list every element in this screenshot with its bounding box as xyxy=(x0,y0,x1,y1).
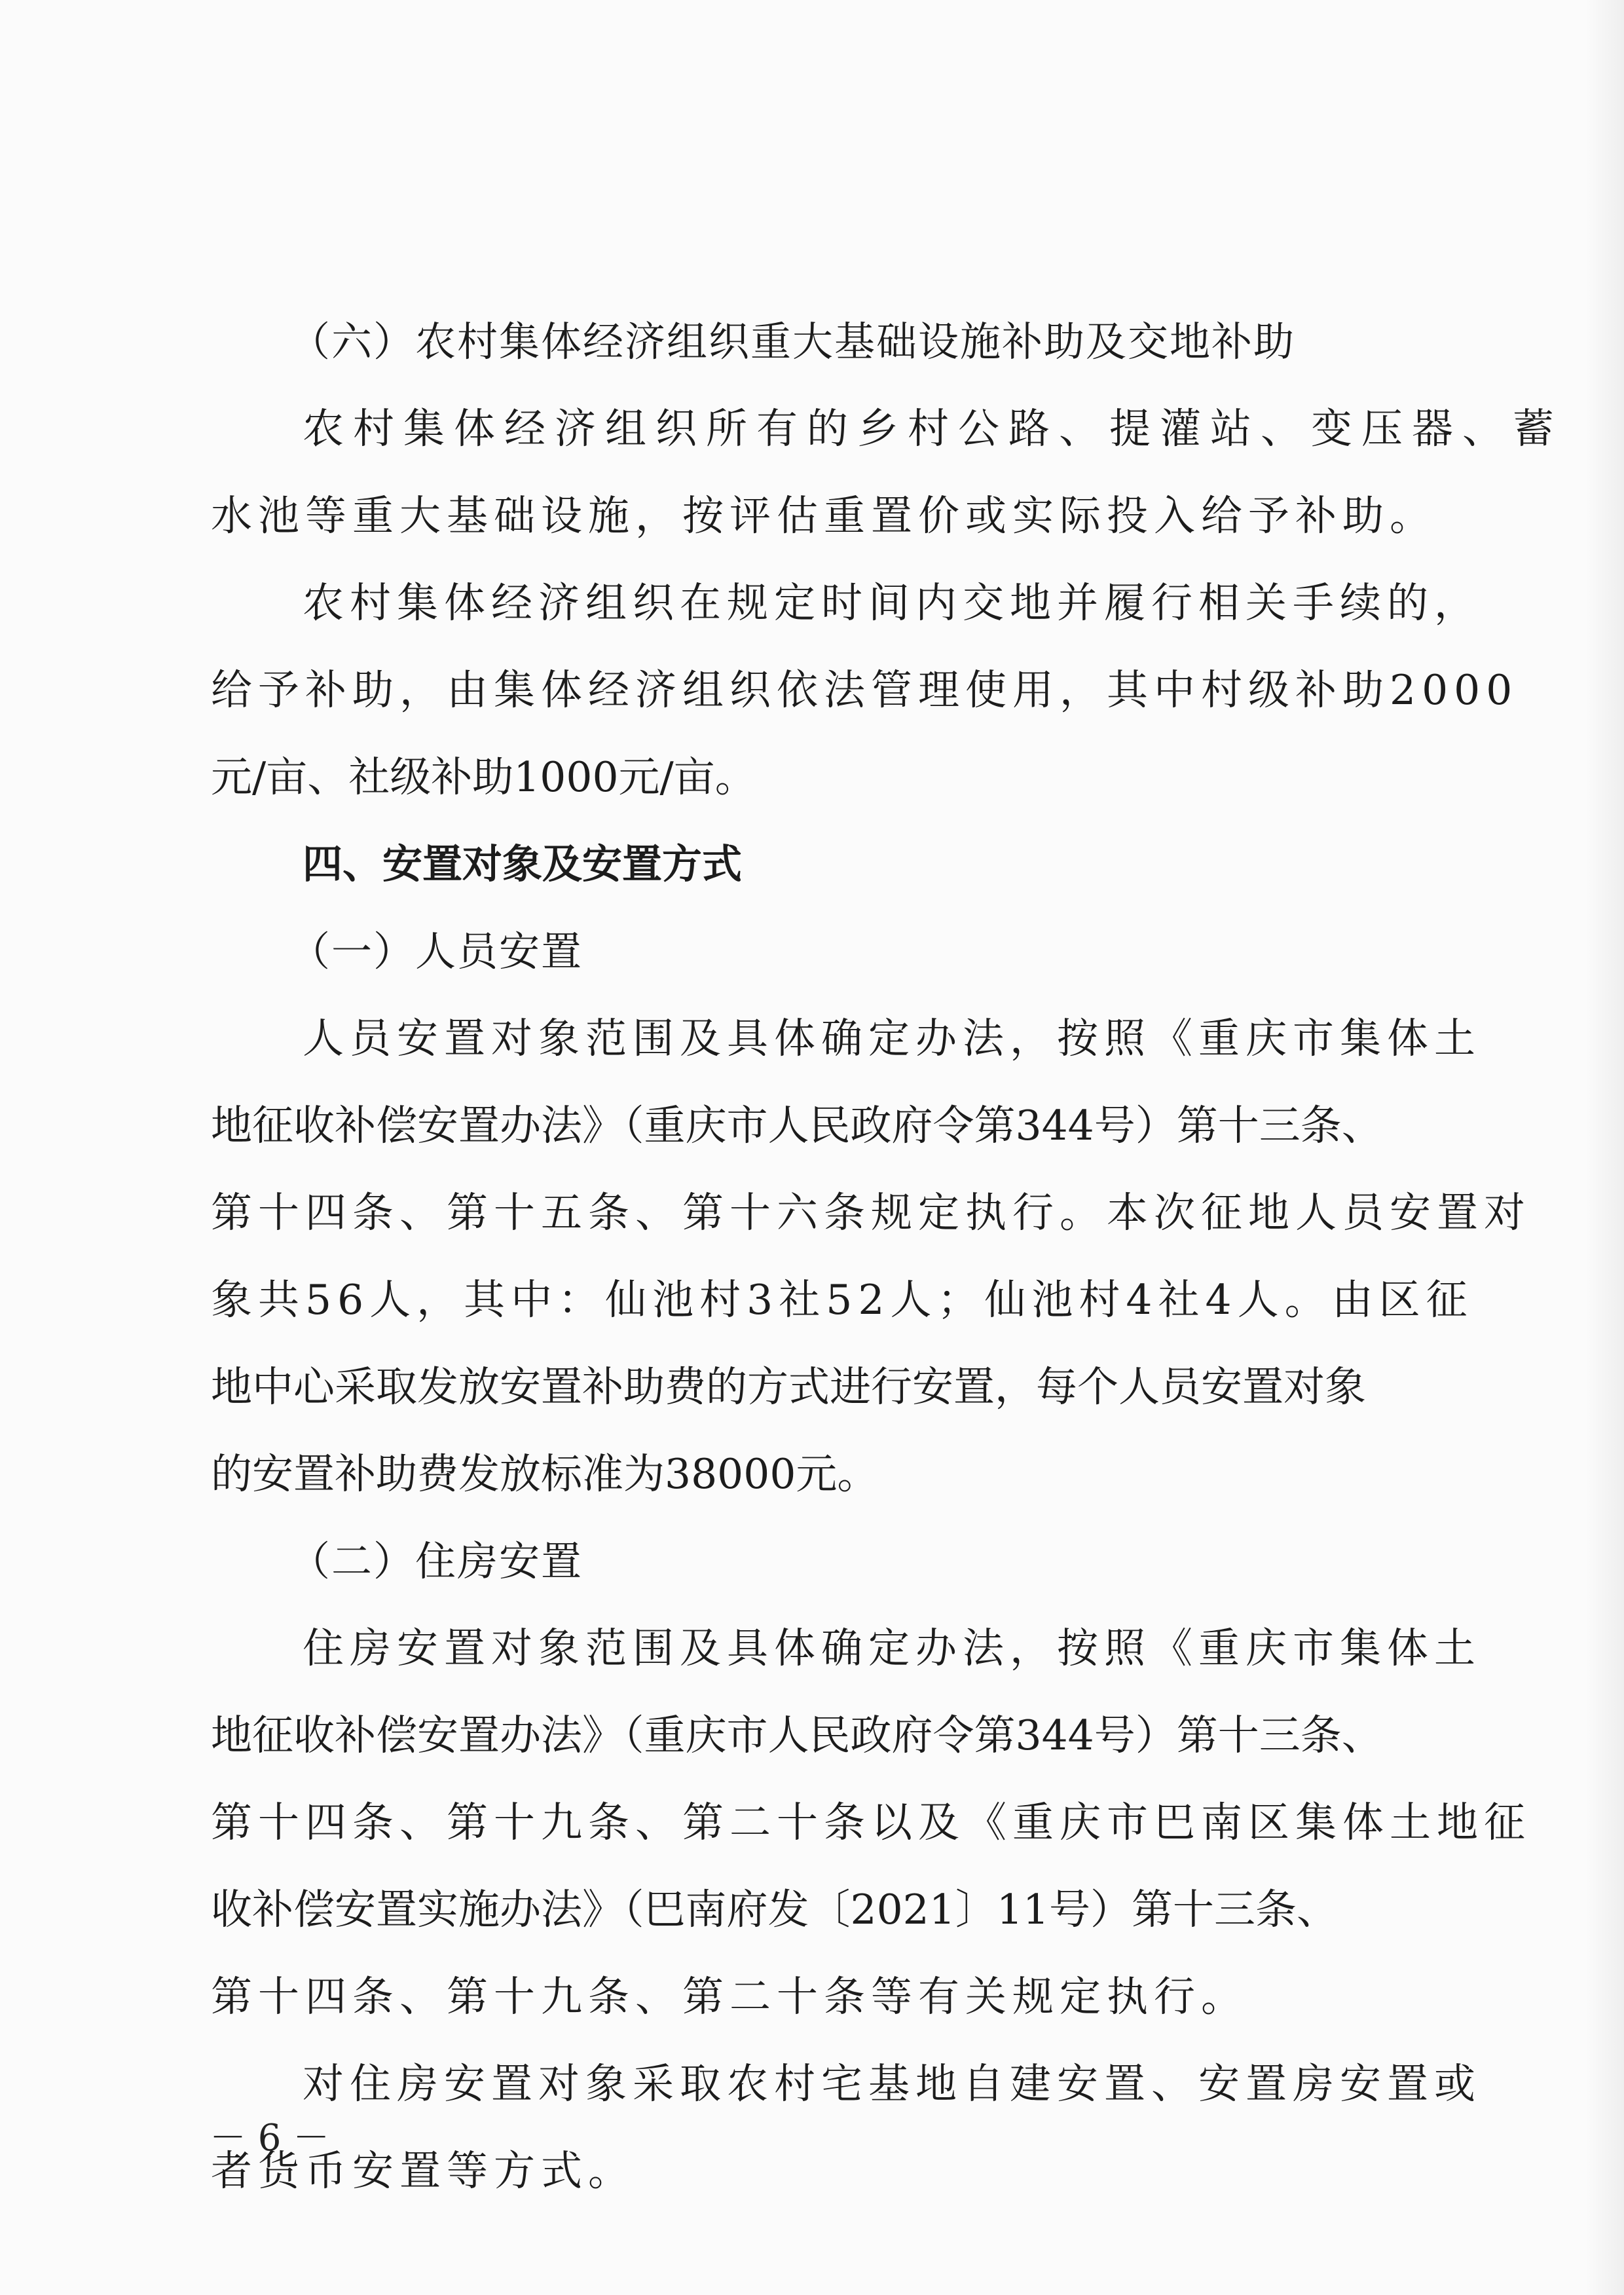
paragraph-line: 人员安置对象范围及具体确定办法，按照《重庆市集体土 xyxy=(303,1015,1481,1062)
page-edge-shadow xyxy=(1585,0,1624,2295)
chapter-heading: 四、安置对象及安置方式 xyxy=(303,841,743,887)
paragraph-line: 地征收补偿安置办法》（重庆市人民政府令第344号）第十三条、 xyxy=(211,1102,1383,1149)
paragraph-line: 第十四条、第十九条、第二十条等有关规定执行。 xyxy=(211,1973,1248,2021)
paragraph-line: 农村集体经济组织在规定时间内交地并履行相关手续的， xyxy=(303,579,1481,627)
paragraph-line: 地中心采取发放安置补助费的方式进行安置，每个人员安置对象 xyxy=(211,1363,1366,1411)
body-text xyxy=(211,298,1563,2214)
paragraph-line: 的安置补助费发放标准为38000元。 xyxy=(211,1450,879,1498)
paragraph-line: 给予补助，由集体经济组织依法管理使用，其中村级补助2000 xyxy=(211,666,1519,714)
paragraph-line: 住房安置对象范围及具体确定办法，按照《重庆市集体土 xyxy=(303,1624,1481,1672)
section-heading-6: （六）农村集体经济组织重大基础设施补助及交地补助 xyxy=(289,318,1296,365)
paragraph-line: 收补偿安置实施办法》（巴南府发〔2021〕11号）第十三条、 xyxy=(211,1886,1338,1933)
section-heading-2: （二）住房安置 xyxy=(289,1537,583,1585)
paragraph-line: 者货币安置等方式。 xyxy=(211,2147,635,2195)
paragraph-line: 对住房安置对象采取农村宅基地自建安置、安置房安置或 xyxy=(303,2060,1481,2108)
paragraph-line: 第十四条、第十九条、第二十条以及《重庆市巴南区集体土地征 xyxy=(211,1799,1531,1846)
section-heading-1: （一）人员安置 xyxy=(289,927,583,975)
paragraph-line: 第十四条、第十五条、第十六条规定执行。本次征地人员安置对 xyxy=(211,1189,1531,1237)
paragraph-line: 元/亩、社级补助1000元/亩。 xyxy=(211,753,756,801)
paragraph-line: 农村集体经济组织所有的乡村公路、提灌站、变压器、蓄 xyxy=(303,405,1563,453)
page-number: － 6 － xyxy=(210,2117,330,2159)
paragraph-line: 象共56人，其中：仙池村3社52人；仙池村4社4人。由区征 xyxy=(211,1276,1473,1324)
paragraph-line: 地征收补偿安置办法》（重庆市人民政府令第344号）第十三条、 xyxy=(211,1711,1383,1759)
paragraph-line: 水池等重大基础设施，按评估重置价或实际投入给予补助。 xyxy=(211,492,1437,540)
